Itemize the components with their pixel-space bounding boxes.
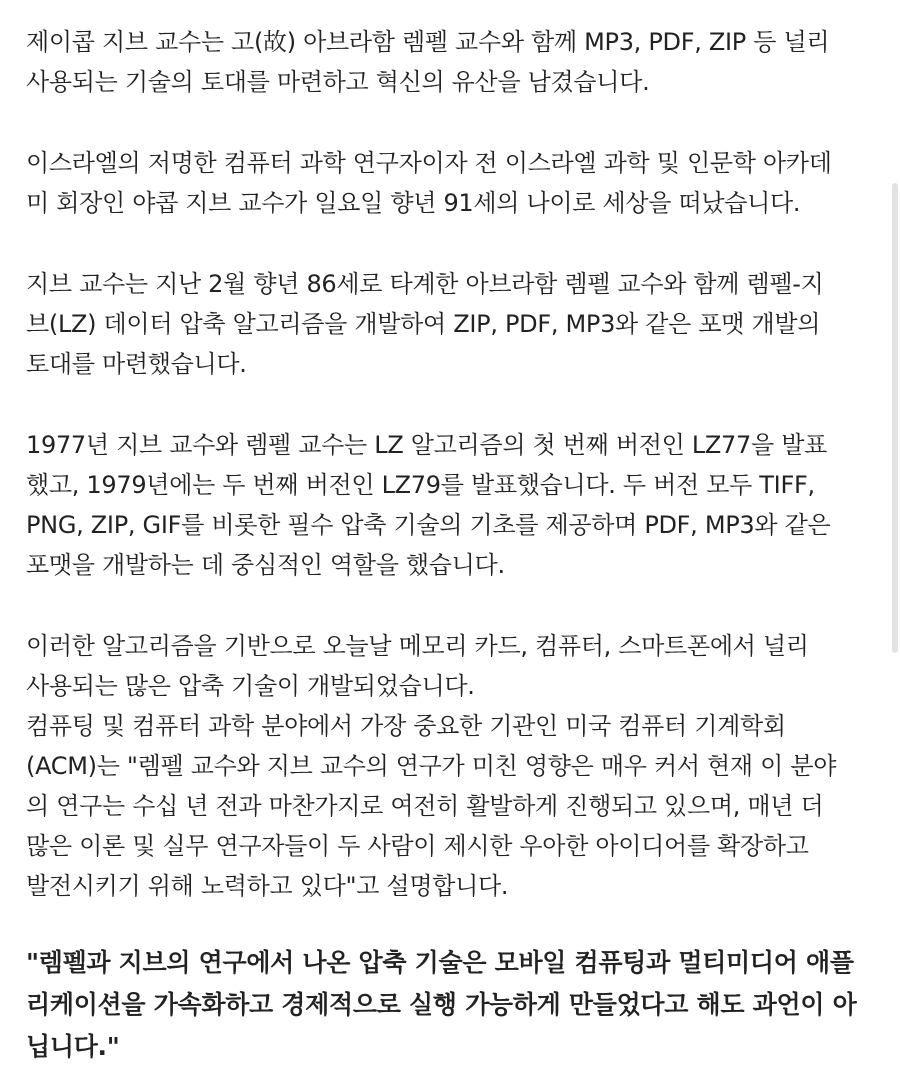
text-line: 했고, 1979년에는 두 번째 버전인 LZ79를 발표했습니다. 두 버전 모두 TIFF,	[26, 471, 815, 499]
text-line: 제이콥 지브 교수는 고(故) 아브라함 렘펠 교수와 함께 MP3, PDF, ZIP 등 널리	[26, 28, 830, 56]
text-line: 포맷을 개발하는 데 중심적인 역할을 했습니다.	[26, 551, 505, 579]
text-line: 지브 교수는 지난 2월 향년 86세로 타계한 아브라함 렘펠 교수와 함께 렘펠-지	[26, 270, 824, 298]
quote-line: 리케이션을 가속화하고 경제적으로 실행 가능하게 만들었다고 해도 과언이 아	[26, 990, 857, 1019]
text-line: 미 회장인 야콥 지브 교수가 일요일 향년 91세의 나이로 세상을 떠났습니다.	[26, 189, 801, 217]
paragraph-obituary	[26, 143, 878, 223]
text-line: 이러한 알고리즘을 기반으로 오늘날 메모리 카드, 컴퓨터, 스마트폰에서 널리	[26, 632, 809, 660]
vertical-scrollbar[interactable]	[886, 0, 900, 1090]
text-line: 사용되는 기술의 토대를 마련하고 혁신의 유산을 남겼습니다.	[26, 68, 650, 96]
pull-quote	[26, 942, 878, 1068]
text-line: PNG, ZIP, GIF를 비롯한 필수 압축 기술의 기초를 제공하며 PDF, MP3와 같은	[26, 511, 831, 539]
text-line: 많은 이론 및 실무 연구자들이 두 사람이 제시한 우아한 아이디어를 확장하고	[26, 832, 809, 860]
scrollbar-thumb[interactable]	[892, 183, 898, 653]
text-line: 컴퓨팅 및 컴퓨터 과학 분야에서 가장 중요한 기관인 미국 컴퓨터 기계학회	[26, 712, 786, 740]
text-line: 이스라엘의 저명한 컴퓨터 과학 연구자이자 전 이스라엘 과학 및 인문학 아카데	[26, 149, 832, 177]
paragraph-intro	[26, 22, 878, 102]
paragraph-lz-algorithm	[26, 264, 878, 384]
text-line: 1977년 지브 교수와 렘펠 교수는 LZ 알고리즘의 첫 번째 버전인 LZ77을 발표	[26, 431, 827, 459]
paragraph-lz77-lz78	[26, 425, 878, 585]
quote-line: 닙니다."	[26, 1032, 120, 1061]
text-line: 브(LZ) 데이터 압축 알고리즘을 개발하여 ZIP, PDF, MP3와 같은 포맷 개발의	[26, 310, 821, 338]
paragraph-acm-statement	[26, 626, 878, 906]
text-line: 의 연구는 수십 년 전과 마찬가지로 여전히 활발하게 진행되고 있으며, 매년 더	[26, 792, 824, 820]
text-line: 토대를 마련했습니다.	[26, 350, 247, 378]
quote-line: "렘펠과 지브의 연구에서 나온 압축 기술은 모바일 컴퓨팅과 멀티미디어 애플	[26, 948, 854, 977]
text-line: 발전시키기 위해 노력하고 있다"고 설명합니다.	[26, 872, 509, 900]
text-line: (ACM)는 "렘펠 교수와 지브 교수의 연구가 미친 영향은 매우 커서 현재 이 분야	[26, 752, 837, 780]
text-line: 사용되는 많은 압축 기술이 개발되었습니다.	[26, 672, 475, 700]
article-body	[26, 0, 878, 1068]
